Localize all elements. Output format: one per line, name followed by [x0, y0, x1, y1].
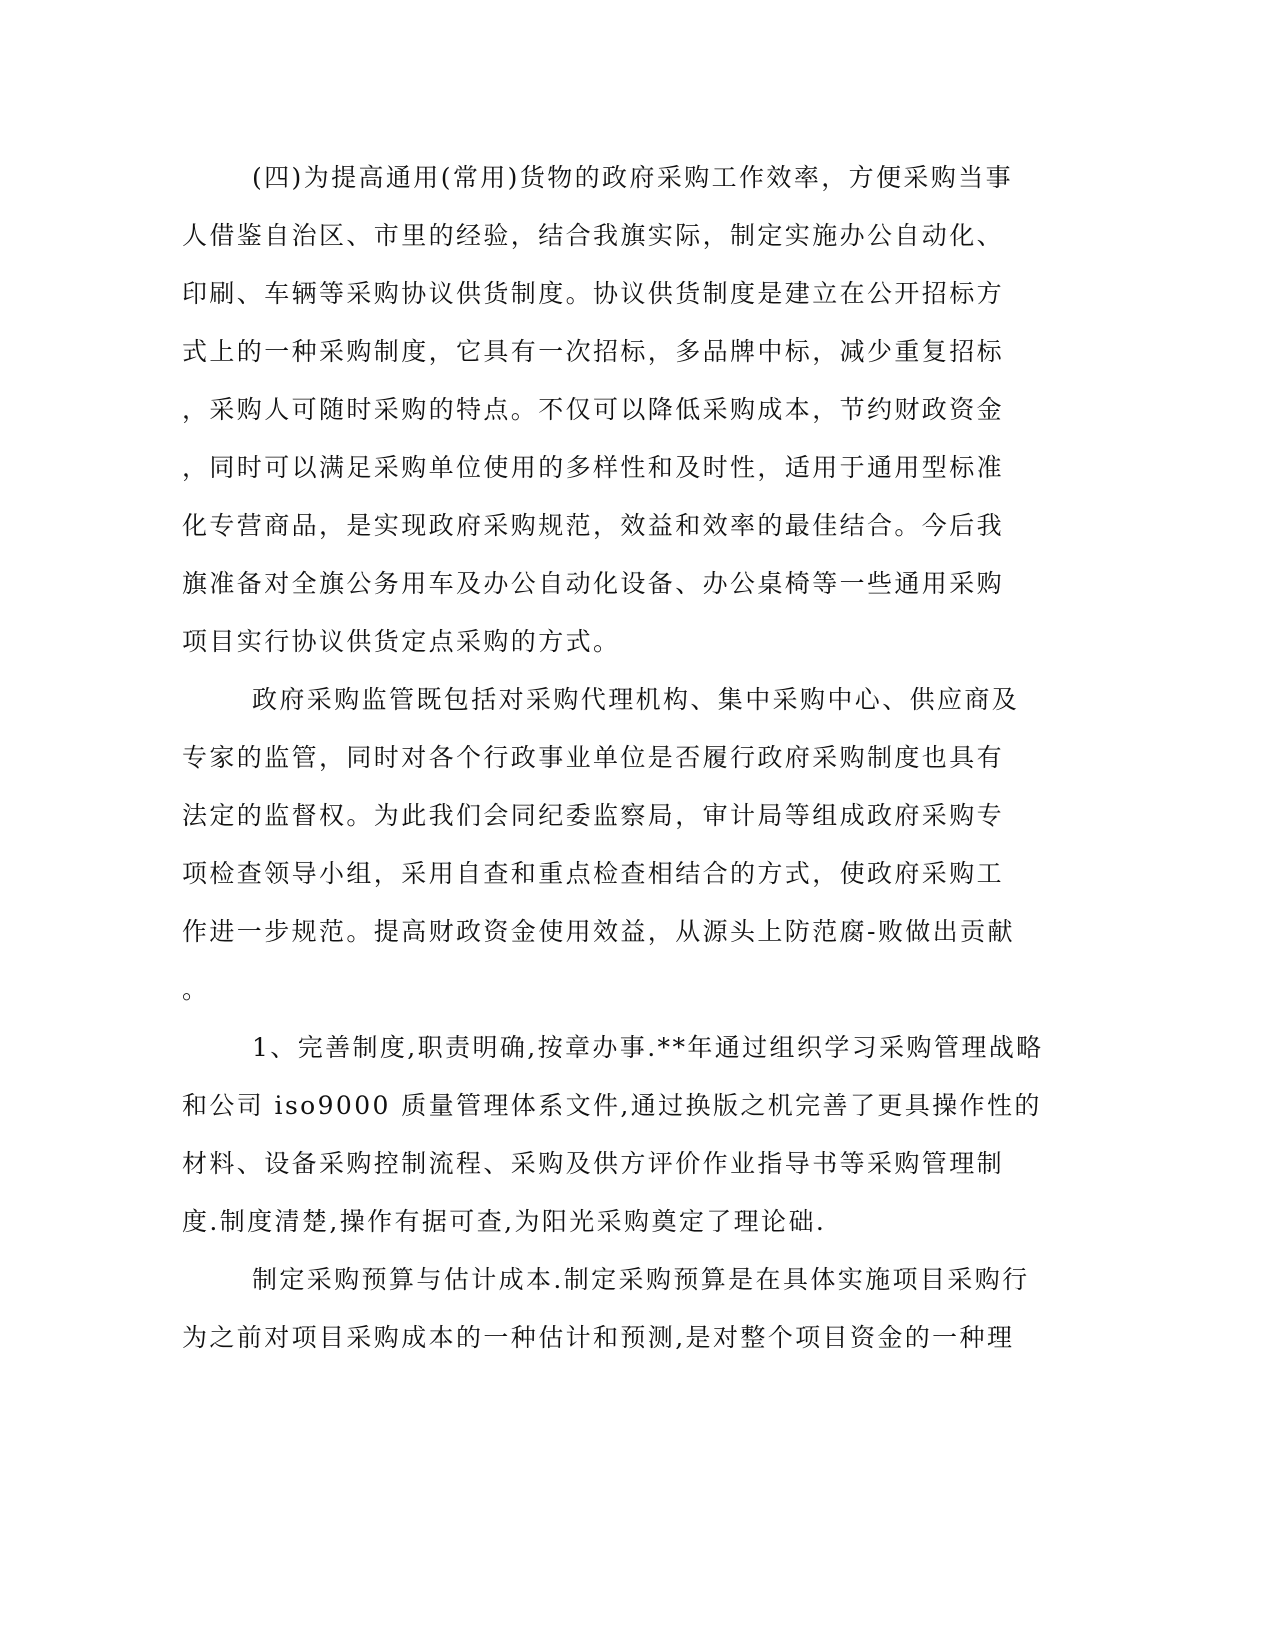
text-line: 化专营商品，是实现政府采购规范，效益和效率的最佳结合。今后我	[182, 511, 1005, 540]
text-line: (四)为提高通用(常用)货物的政府采购工作效率，方便采购当事	[252, 163, 1014, 192]
text-line: ，同时可以满足采购单位使用的多样性和及时性，适用于通用型标准	[182, 453, 1005, 482]
text-line: ，采购人可随时采购的特点。不仅可以降低采购成本，节约财政资金	[182, 395, 1005, 424]
text-line: 印刷、车辆等采购协议供货制度。协议供货制度是建立在公开招标方	[182, 279, 1005, 308]
text-line: 式上的一种采购制度，它具有一次招标，多品牌中标，减少重复招标	[182, 337, 1005, 366]
text-line: 度.制度清楚,操作有据可查,为阳光采购奠定了理论础.	[182, 1207, 827, 1236]
text-line: 人借鉴自治区、市里的经验，结合我旗实际，制定实施办公自动化、	[182, 221, 1005, 250]
text-line: 专家的监管，同时对各个行政事业单位是否履行政府采购制度也具有	[182, 743, 1005, 772]
text-line: 制定采购预算与估计成本.制定采购预算是在具体实施项目采购行	[252, 1265, 1030, 1294]
text-line: 为之前对项目采购成本的一种估计和预测,是对整个项目资金的一种理	[182, 1323, 1015, 1352]
text-line: 1、完善制度,职责明确,按章办事.**年通过组织学习采购管理战略	[252, 1033, 1044, 1062]
text-line: 项检查领导小组，采用自查和重点检查相结合的方式，使政府采购工	[182, 859, 1005, 888]
text-line: 和公司 iso9000 质量管理体系文件,通过换版之机完善了更具操作性的	[182, 1091, 1042, 1120]
text-line: 项目实行协议供货定点采购的方式。	[182, 627, 621, 656]
text-line: 法定的监督权。为此我们会同纪委监察局，审计局等组成政府采购专	[182, 801, 1005, 830]
text-line: 材料、设备采购控制流程、采购及供方评价作业指导书等采购管理制	[182, 1149, 1005, 1178]
text-line: 政府采购监管既包括对采购代理机构、集中采购中心、供应商及	[252, 685, 1020, 714]
text-line: 。	[182, 975, 210, 1004]
text-line: 作进一步规范。提高财政资金使用效益，从源头上防范腐-败做出贡献	[182, 917, 1015, 946]
text-line: 旗准备对全旗公务用车及办公自动化设备、办公桌椅等一些通用采购	[182, 569, 1005, 598]
